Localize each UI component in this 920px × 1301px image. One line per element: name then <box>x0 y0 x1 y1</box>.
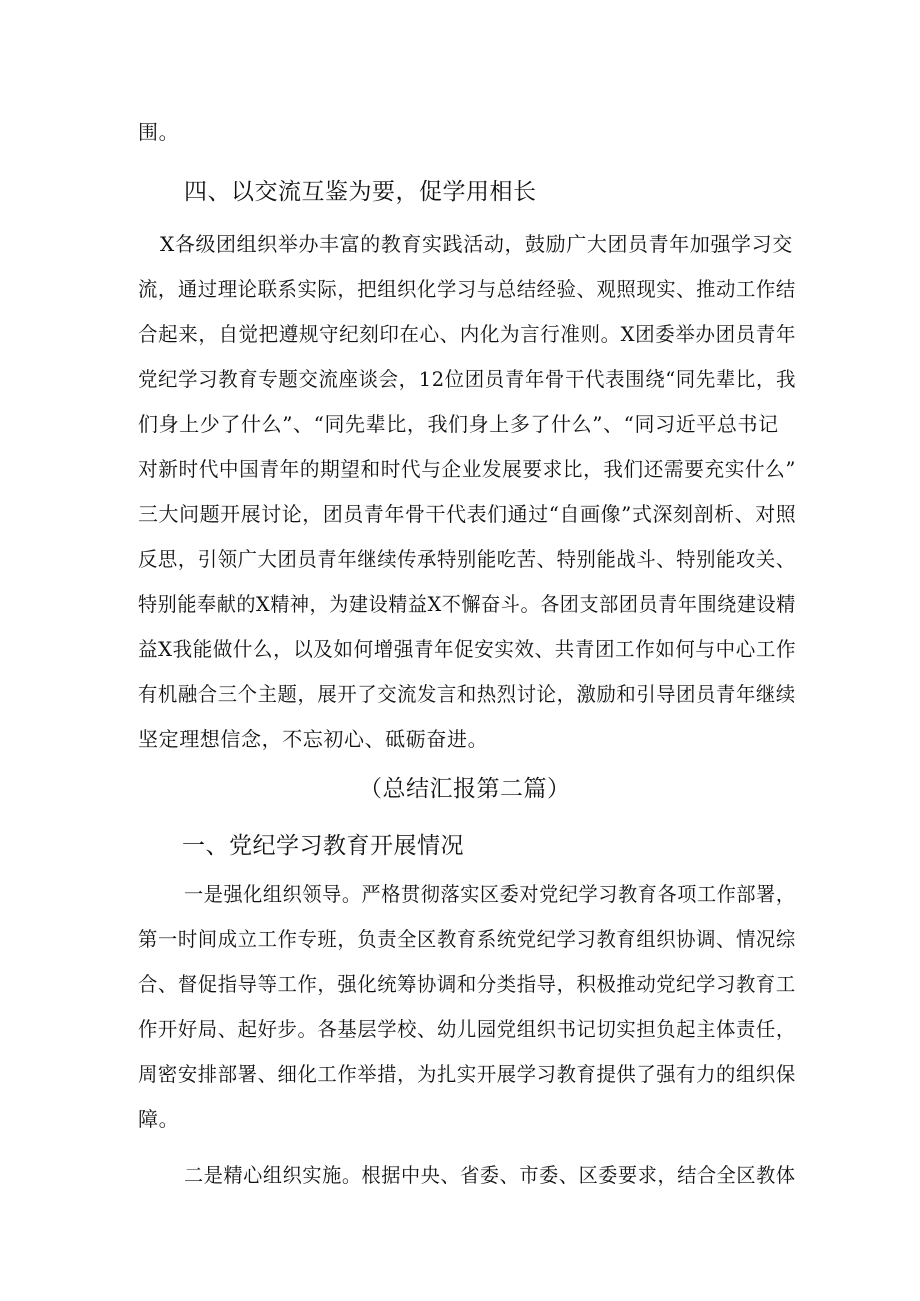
paragraph-line: 益X我能做什么，以及如何增强青年促安实效、共青团工作如何与中心工作 <box>138 637 797 661</box>
paragraph-line: 对新时代中国青年的期望和时代与企业发展要求比，我们还需要充实什么” <box>138 457 797 481</box>
paragraph-line: 合起来，自觉把遵规守纪刻印在心、内化为言行准则。X团委举办团员青年 <box>138 322 797 346</box>
paragraph-line: 一是强化组织领导。严格贯彻落实区委对党纪学习教育各项工作部署， <box>184 882 796 906</box>
paragraph-line: 们身上少了什么”、“同先辈比，我们身上多了什么”、“同习近平总书记 <box>138 412 779 436</box>
paragraph-line: 特别能奉献的X精神，为建设精益X不懈奋斗。各团支部团员青年围绕建设精 <box>138 592 796 616</box>
paragraph-line: 反思，引领广大团员青年继续传承特别能吃苦、特别能战斗、特别能攻关、 <box>138 547 796 571</box>
paragraph-line: 二是精心组织实施。根据中央、省委、市委、区委要求，结合全区教体 <box>184 1163 796 1187</box>
paragraph-line: 障。 <box>138 1107 180 1131</box>
paragraph-line: 流，通过理论联系实际，把组织化学习与总结经验、观照现实、推动工作结 <box>138 277 796 301</box>
paragraph-line: 第一时间成立工作专班，负责全区教育系统党纪学习教育组织协调、情况综 <box>138 927 796 951</box>
paragraph-line: 作开好局、起好步。各基层学校、幼儿园党组织书记切实担负起主体责任， <box>138 1017 796 1041</box>
paragraph-line: 合、督促指导等工作，强化统筹协调和分类指导，积极推动党纪学习教育工 <box>138 972 796 996</box>
paragraph-line: X各级团组织举办丰富的教育实践活动，鼓励广大团员青年加强学习交 <box>160 232 793 256</box>
continuation-text: 围。 <box>138 120 180 144</box>
document-part-title: （总结汇报第二篇） <box>359 776 571 802</box>
paragraph-line: 党纪学习教育专题交流座谈会，12位团员青年骨干代表围绕“同先辈比，我 <box>138 367 797 391</box>
paragraph-line: 坚定理想信念，不忘初心、砥砺奋进。 <box>138 727 489 751</box>
section-heading: 一、党纪学习教育开展情况 <box>182 833 464 859</box>
section-heading: 四、以交流互鉴为要，促学用相长 <box>184 179 537 205</box>
paragraph-line: 有机融合三个主题，展开了交流发言和热烈讨论，激励和引导团员青年继续 <box>138 682 796 706</box>
paragraph-line: 三大问题开展讨论，团员青年骨干代表们通过“自画像”式深刻剖析、对照 <box>138 502 797 526</box>
paragraph-line: 周密安排部署、细化工作举措，为扎实开展学习教育提供了强有力的组织保 <box>138 1062 796 1086</box>
